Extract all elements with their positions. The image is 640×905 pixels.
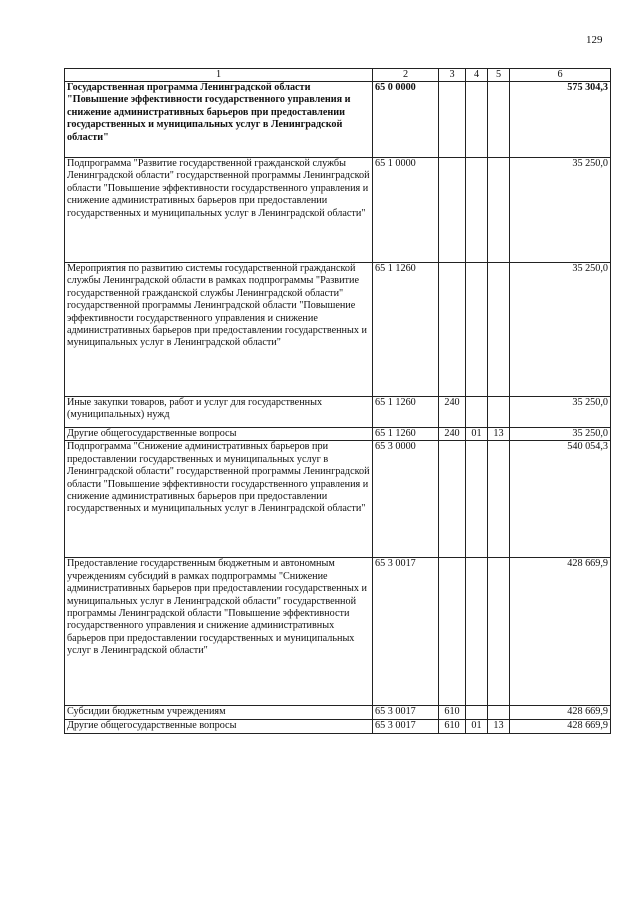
row-pr <box>488 263 510 397</box>
table-row <box>65 706 611 720</box>
row-name: Другие общегосударственные вопросы <box>65 428 373 441</box>
row-rz <box>466 558 488 706</box>
row-vr <box>439 263 466 397</box>
row-sum: 575 304,3 <box>510 82 611 158</box>
row-pr <box>488 706 510 720</box>
header-col-3: 3 <box>439 69 466 82</box>
row-name: Предоставление государственным бюджетным и автономным учреждениям субсидий в рамках подпрограммы "Снижение административных барьеров при предоставлении государственных и муниципальных услуг в Ленинградской области" государственной программы Ленинградской области "Повышение эффективности государственного управления и снижение административных барьеров при предоставлении государственных и муниципальных услуг в Ленинградской области" <box>65 558 373 706</box>
row-sum: 428 669,9 <box>510 706 611 720</box>
row-pr <box>488 441 510 558</box>
table-row <box>65 82 611 158</box>
row-code: 65 1 1260 <box>373 428 439 441</box>
row-pr <box>488 397 510 428</box>
row-vr: 610 <box>439 706 466 720</box>
row-code: 65 3 0000 <box>373 441 439 558</box>
row-vr <box>439 558 466 706</box>
table-row <box>65 558 611 706</box>
row-code: 65 1 1260 <box>373 263 439 397</box>
row-pr: 13 <box>488 428 510 441</box>
row-rz <box>466 158 488 263</box>
row-sum: 428 669,9 <box>510 720 611 734</box>
row-name: Мероприятия по развитию системы государственной гражданской службы Ленинградской области в рамках подпрограммы "Развитие государственной гражданской службы Ленинградской области" государственной программы Ленинградской области "Повышение эффективности государственного управления и снижение административных барьеров при предоставлении государственных и муниципальных услуг в Ленинградской области" <box>65 263 373 397</box>
table-row <box>65 720 611 734</box>
row-vr: 240 <box>439 397 466 428</box>
row-code: 65 1 1260 <box>373 397 439 428</box>
table-row <box>65 441 611 558</box>
header-col-5: 5 <box>488 69 510 82</box>
row-vr <box>439 82 466 158</box>
row-pr <box>488 158 510 263</box>
row-code: 65 3 0017 <box>373 706 439 720</box>
row-pr <box>488 82 510 158</box>
row-sum: 35 250,0 <box>510 263 611 397</box>
header-col-2: 2 <box>373 69 439 82</box>
row-vr: 240 <box>439 428 466 441</box>
row-sum: 35 250,0 <box>510 397 611 428</box>
row-rz <box>466 706 488 720</box>
row-rz <box>466 441 488 558</box>
budget-table <box>64 68 611 734</box>
row-name: Подпрограмма "Снижение административных барьеров при предоставлении государственных и муниципальных услуг в Ленинградской области" государственной программы Ленинградской области "Повышение эффективности государственного управления и снижение административных барьеров при предоставлении государственных и муниципальных услуг в Ленинградской области" <box>65 441 373 558</box>
row-code: 65 1 0000 <box>373 158 439 263</box>
row-sum: 428 669,9 <box>510 558 611 706</box>
header-col-6: 6 <box>510 69 611 82</box>
header-col-4: 4 <box>466 69 488 82</box>
row-pr: 13 <box>488 720 510 734</box>
row-vr <box>439 158 466 263</box>
row-sum: 35 250,0 <box>510 428 611 441</box>
row-sum: 540 054,3 <box>510 441 611 558</box>
table-row <box>65 397 611 428</box>
row-name: Подпрограмма "Развитие государственной гражданской службы Ленинградской области" государственной программы Ленинградской области "Повышение эффективности государственного управления и снижение административных барьеров при предоставлении государственных и муниципальных услуг в Ленинградской области" <box>65 158 373 263</box>
row-name: Субсидии бюджетным учреждениям <box>65 706 373 720</box>
row-rz: 01 <box>466 720 488 734</box>
row-rz <box>466 82 488 158</box>
table-row <box>65 158 611 263</box>
table-row <box>65 428 611 441</box>
table-row <box>65 263 611 397</box>
row-vr <box>439 441 466 558</box>
row-sum: 35 250,0 <box>510 158 611 263</box>
page-number: 129 <box>586 34 603 46</box>
row-code: 65 3 0017 <box>373 720 439 734</box>
row-rz <box>466 263 488 397</box>
header-col-1: 1 <box>65 69 373 82</box>
row-vr: 610 <box>439 720 466 734</box>
row-code: 65 0 0000 <box>373 82 439 158</box>
row-rz: 01 <box>466 428 488 441</box>
row-name: Иные закупки товаров, работ и услуг для государственных (муниципальных) нужд <box>65 397 373 428</box>
row-code: 65 3 0017 <box>373 558 439 706</box>
row-pr <box>488 558 510 706</box>
row-name: Другие общегосударственные вопросы <box>65 720 373 734</box>
row-name: Государственная программа Ленинградской области "Повышение эффективности государственного управления и снижение административных барьеров при предоставлении государственных и муниципальных услуг в Ленинградской области" <box>65 82 373 158</box>
table-header-row <box>65 69 611 82</box>
row-rz <box>466 397 488 428</box>
